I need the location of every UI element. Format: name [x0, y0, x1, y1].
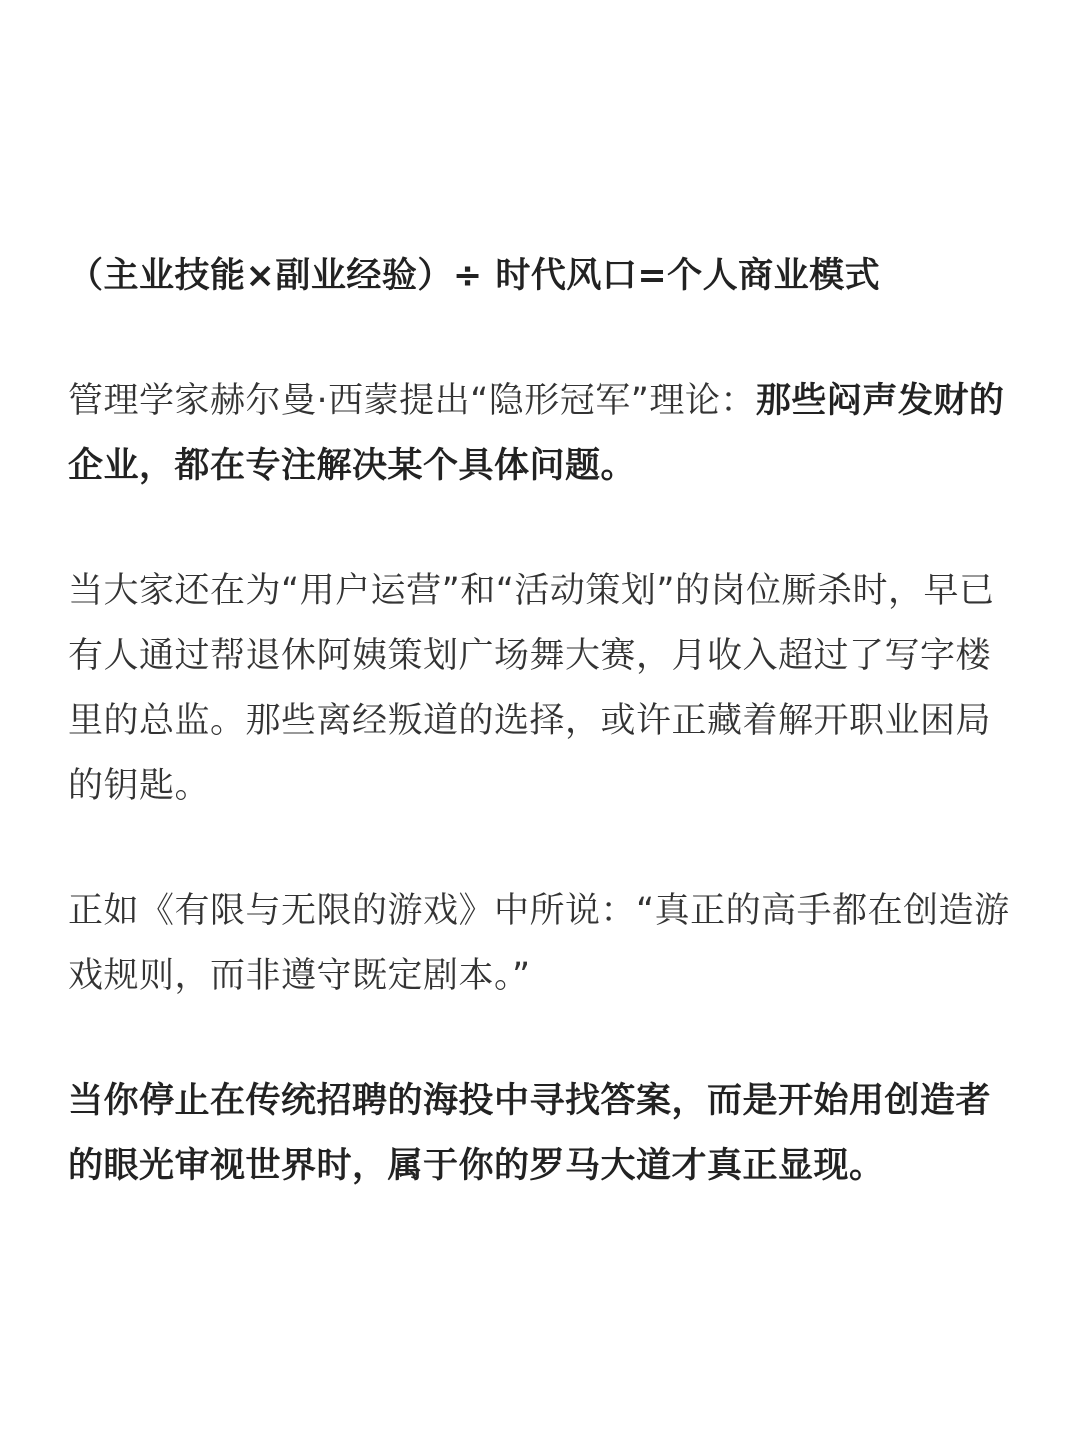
article-body — [68, 244, 1018, 1199]
theory-lead-text: 管理学家赫尔曼·西蒙提出“隐形冠军”理论： — [68, 381, 756, 421]
theory-paragraph — [68, 369, 1018, 499]
closing-paragraph: 当你停止在传统招聘的海投中寻找答案，而是开始用创造者的眼光审视世界时，属于你的罗马大道才真正显现。 — [68, 1081, 992, 1186]
jobs-paragraph: 当大家还在为“用户运营”和“活动策划”的岗位厮杀时，早已有人通过帮退休阿姨策划广场舞大赛，月收入超过了写字楼里的总监。那些离经叛道的选择，或许正藏着解开职业困局的钥匙。 — [68, 571, 995, 806]
quote-paragraph: 正如《有限与无限的游戏》中所说：“真正的高手都在创造游戏规则，而非遵守既定剧本。” — [68, 891, 1010, 996]
formula-heading: （主业技能×副业经验）÷ 时代风口=个人商业模式 — [68, 256, 881, 296]
theory-emphasis-text: 那些闷声发财的企业，都在专注解决某个具体问题。 — [68, 381, 1005, 486]
